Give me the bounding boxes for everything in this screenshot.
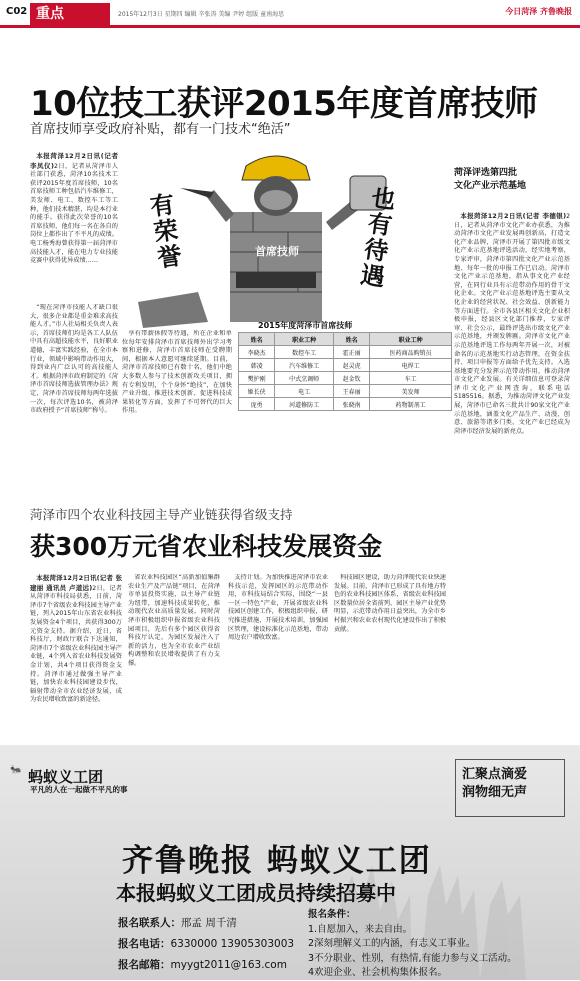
chief-technician-table <box>238 332 452 411</box>
table-header-row <box>239 333 452 346</box>
masthead-info: 2015年12月3日 星期四 编辑 辛张涛 美编 尹婷 组版 童南海思 <box>118 11 285 18</box>
table-row <box>239 346 452 359</box>
table-row <box>239 359 452 372</box>
table-row <box>239 385 452 398</box>
table-cell: 韩凌 <box>239 359 275 372</box>
volunteer-ad <box>0 745 580 980</box>
story1-col1b-text: “现在菏泽市技能人才缺口很大，很多企业都是重金难求高技能人才。”市人社局相关负责人表示，首席技师们均是各工人队伍中具有高超技能水平，良好职业道德，丰富实践经验，在全市本行业，领域中影响带动作用大，得到业内广泛认可的高技能人才。根据菏泽市政府制定的《菏泽市首席技师选拔管理办法》规定，菏泽市首席技师每两年选拔一次，每次评选10名，被菏泽市政府授予“首席技师”称号。 <box>30 304 118 415</box>
table-cell: 河道修防工 <box>275 398 334 411</box>
ad-motto-line-1: 汇聚点滴爱 <box>462 767 528 782</box>
graphic-left-text: 有荣誉 <box>148 190 184 273</box>
agri-column-1 <box>30 574 122 739</box>
ad-motto-line-2: 润物细无声 <box>462 785 528 800</box>
ad-phone-value: 6330000 13905303003 <box>170 938 295 950</box>
ad-contact-person <box>118 913 294 934</box>
story1-column-1 <box>30 152 118 302</box>
table-cell: 美发师 <box>370 385 452 398</box>
culture-body: 2日，记者从菏泽市文化产业办获悉，为推动菏泽市文化产业发展再创新高，打造文化产业品牌，菏泽市开展了第四批市级文化产业示范基地评选活动，经实地考察，专家评审，菏泽市第四批文化产业示范基地、每年一批的申报工作已启动。菏泽市文化产业示范基地，指从事文化产业经营，在同行业具有示范带动作用的骨干文化企业。文化产业示范基地评选主要从文化企业的经营状况、社会效益、创新能力等方面进行。全市各县区相关文化企业积极申报，经县区文化部门推荐，专家评审、社会公示，最终评选出市级文化产业示范基地，并颁发牌匾。菏泽市文化产业示范基地评选工作每两年开展一次，对被命名的示范基地实行动态管理，在资金扶持、项目申报等方面给予优先支持。入选基地要充分发挥示范带动作用，推动菏泽市文化产业发展。有关详细信息可登录菏泽市文化产业网查询，联系电话5185516。据悉，为推动菏泽文化产业发展，菏泽市已命名三批共计90家文化产业示范基地，涵盖文化产品生产、动漫、创意、旅游等诸多门类，文化产业已经成为菏泽市经济发展的新亮点。 <box>454 213 570 435</box>
page-number: C02 <box>6 6 28 17</box>
table-cell: 霍正丽 <box>334 346 370 359</box>
table-cell: 张晓南 <box>334 398 370 411</box>
culture-title-line-2: 文化产业示范基地 <box>454 181 527 191</box>
table-cell: 姬长侠 <box>239 385 275 398</box>
ad-requirement-item: 1.自愿加入，来去自由。 <box>308 923 413 935</box>
table-title: 2015年度菏泽市首席技师 <box>258 321 353 330</box>
ad-contact-label: 报名联系人： <box>118 917 181 929</box>
agri-col1-text: 2日，记者从菏泽市科技局获悉，日前，菏泽市7个省级农业科技园主导产业链，列入2015年山东省农业科技发展资金4个项目，共获得300万元资金支持。据介绍，近日，省科技厅，财政厅联合下达通知，菏泽市7个省级农业科技园主导产业链，4个列入省农业科技发展资金计划，共4个项目获得资金支持。菏泽市通过做强主导产业链，加快农业科技园建设步伐，辐射带动全市农业经济发展，成为农民增收致富的新途径。 <box>30 584 122 704</box>
agri-kicker: 菏泽市四个农业科技园主导产业链获得省级支持 <box>30 507 293 522</box>
table-cell: 车工 <box>370 372 452 385</box>
ad-brand: 齐鲁晚报 蚂蚁义工团 <box>122 843 432 879</box>
ad-contact-block <box>118 913 294 976</box>
ad-email-value: myygt2011@163.com <box>170 959 287 971</box>
table-cell: 樊护刚 <box>239 372 275 385</box>
culture-byline: 本报菏泽12月2日讯(记者 李德银) <box>460 212 567 220</box>
ad-requirement-item: 3不分职业、性别，有热情,有能力参与义工活动。 <box>308 952 517 964</box>
agri-col3-text: 支持计划。为加快推进菏泽市农业科技示范，发挥园区的示范带动作用，市科技局结合实际，围绕“一县一区一特色”产业，开展省级农业科技园区创建工作，积极组织申报，研究推进措施，开展技术培训，加强园区管理，建设标准化示范基地，带动周边农户增收致富。 <box>228 574 328 642</box>
table-cell: 电焊工 <box>370 359 452 372</box>
headline-chief-technicians: 10位技工获评2015年度首席技师 <box>30 84 538 124</box>
agri-column-3 <box>228 574 328 739</box>
ad-headline: 本报蚂蚁义工团成员持续招募中 <box>116 881 396 905</box>
table-row <box>239 372 452 385</box>
table-cell: 药物制剂工 <box>370 398 452 411</box>
culture-industry-title <box>454 167 526 193</box>
ad-contact-value: 邢孟 周千清 <box>181 917 237 929</box>
table-header: 职业工种 <box>370 333 452 346</box>
culture-industry-column <box>454 212 570 495</box>
subhead-chief-technicians: 首席技师享受政府补贴，都有一门技术“绝活” <box>30 122 291 137</box>
graphic-badge: 首席技师 <box>255 245 299 258</box>
story1-column-2 <box>122 330 232 495</box>
agri-col4-text: 科技园区建设，助力菏泽现代农业快速发展。目前，菏泽市已形成了具有地方特色的农业科技园区体系，省级农业科技园区数量位居全省前列，园区主导产业优势明显，示范带动作用日益突出，为全市乡村振兴和农业农村现代化建设作出了积极贡献。 <box>334 574 446 633</box>
ad-email <box>118 955 294 976</box>
agri-byline: 本报菏泽12月2日讯(记者 张建丽 通讯员 卢道远) <box>30 574 122 592</box>
story1-byline: 本报菏泽12月2日讯(记者 李凤仪) <box>30 152 118 170</box>
table-cell: 汽车维修工 <box>275 359 334 372</box>
ad-slogan: 平凡的人在一起做不平凡的事 <box>30 785 128 794</box>
ad-requirements <box>308 908 517 981</box>
ant-icon: 🐜 <box>10 765 22 775</box>
ad-requirement-item: 4欢迎企业、社会机构集体报名。 <box>308 967 448 978</box>
table-cell: 李晓杰 <box>239 346 275 359</box>
table-row <box>239 398 452 411</box>
ad-phone-label: 报名电话： <box>118 938 171 950</box>
table-header: 姓名 <box>334 333 370 346</box>
table-header: 姓名 <box>239 333 275 346</box>
masthead <box>0 0 580 28</box>
ad-email-label: 报名邮箱： <box>118 959 171 971</box>
table-cell: 王春丽 <box>334 385 370 398</box>
table-cell: 数控车工 <box>275 346 334 359</box>
story1-col2-text: 享有带薪休假等待遇，所在企业和单位每年安排菏泽市首席技师外出学习考察和进修，菏泽市首席技师在受聘期间，根据本人意愿可继续延期。目前，菏泽市首席技师已有数十名，他们中绝大多数人参与了技术创新攻关项目，拥有专利发明，个个身怀“绝技”，在加快产业升级、推进技术创新、促进科技成果转化等方面，发挥了不可替代的巨大作用。 <box>122 330 232 415</box>
culture-title-line-1: 菏泽评选第四批 <box>454 168 518 178</box>
graphic-right-text: 也有待遇 <box>358 183 398 292</box>
table-cell: 中式烹调师 <box>275 372 334 385</box>
table-cell: 庞勇 <box>239 398 275 411</box>
agri-col2-text: 省农业科技园区“高新加值集群农业生产及产品链”项目，在菏泽市单县投资实施，以主导产业链为纽带，加速科技成果转化，推动现代农业高质量发展。同时菏泽市积极组织申报省级农业科技园项目，先后有多个园区获得省科技厅认定，为园区发展注入了新的活力，也为全市农业产业结构调整和农民增收提供了有力支撑。 <box>128 574 220 667</box>
table-header: 职业工种 <box>275 333 334 346</box>
agri-column-2 <box>128 574 220 739</box>
agri-column-4 <box>334 574 446 739</box>
table-cell: 医药商品购销员 <box>370 346 452 359</box>
masthead-logo: 今日菏泽 齐鲁晚报 <box>505 7 572 16</box>
ad-phone <box>118 934 294 955</box>
story1-column-1b <box>30 304 118 494</box>
agri-headline: 获300万元省农业科技发展资金 <box>30 532 383 561</box>
table-cell: 赵灵虎 <box>334 359 370 372</box>
table-cell: 电工 <box>275 385 334 398</box>
story1-col1-text: 2日，记者从菏泽市人社部门获悉，菏泽10名技术工获评2015年度首席技师，10名首席技师工种包括汽车维修工，美发师、电工、数控车工等工种，他们技术精湛，均是本行业的能手。获得此次荣誉的10名首席技师，他们每一名在各自的岗位上都作出了不平凡的成绩。电工杨秀海曾获得第一届菏泽市高技能人才，能在电力专业技能竞赛中获得优异成绩…… <box>30 162 118 265</box>
ad-requirements-title: 报名条件： <box>308 909 356 920</box>
table-cell: 赵金钦 <box>334 372 370 385</box>
ad-group-name: 蚂蚁义工团 <box>28 768 104 786</box>
ad-requirement-item: 2深刻理解义工的内涵，有志义工事业。 <box>308 938 476 949</box>
chief-technician-illustration <box>118 152 424 328</box>
section-label: 重点 <box>30 3 110 25</box>
